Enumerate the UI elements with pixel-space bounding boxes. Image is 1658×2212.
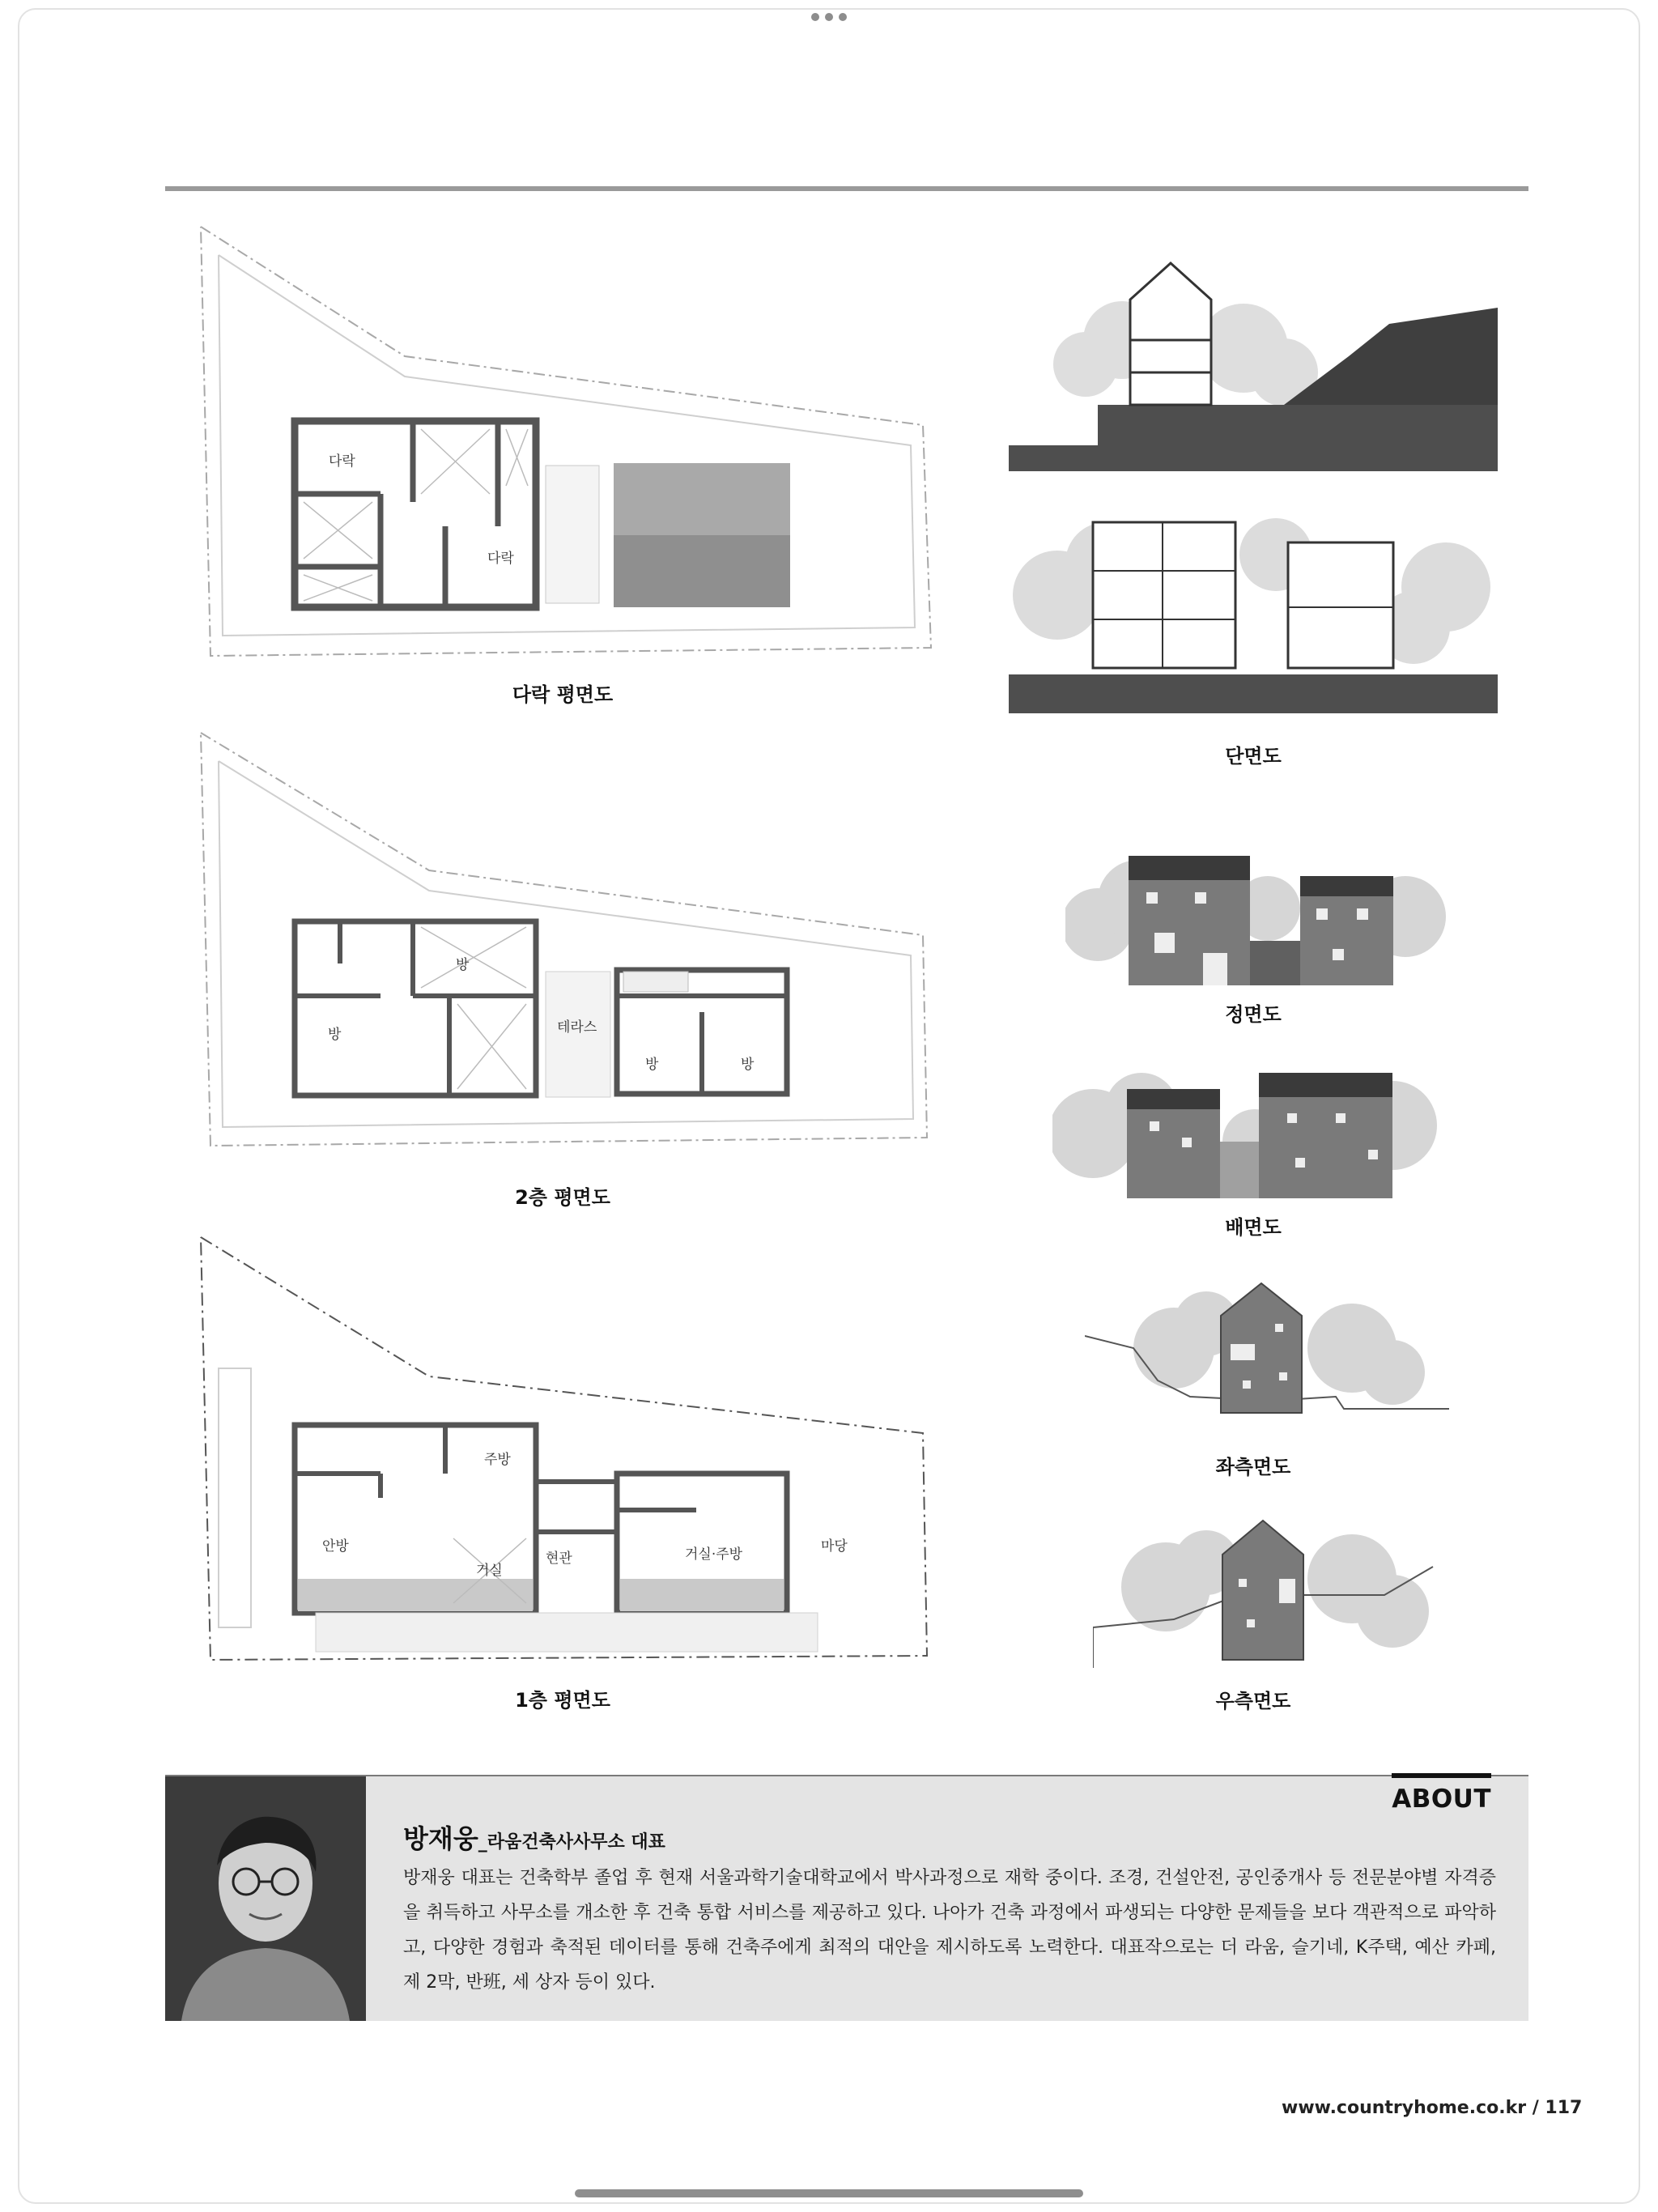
front-elevation-drawing <box>1065 827 1446 989</box>
section-drawing-2 <box>1009 490 1498 713</box>
section-drawing-1 <box>1009 251 1498 471</box>
caption-first-floor-plan: 1층 평면도 <box>515 1689 610 1712</box>
top-rule <box>165 186 1528 191</box>
attic-floor-plan <box>194 219 947 672</box>
first-floor-plan <box>194 1231 947 1668</box>
about-box <box>165 1775 1528 2021</box>
room-label: 다락 <box>487 551 514 567</box>
room-label: 다락 <box>329 453 355 470</box>
page-footer: www.countryhome.co.kr / 117 <box>1282 2098 1583 2118</box>
room-label: 방 <box>645 1057 659 1073</box>
author-photo <box>165 1776 366 2021</box>
room-label: 현관 <box>546 1551 572 1567</box>
room-label: 방 <box>328 1027 342 1043</box>
left-elevation-drawing <box>1085 1259 1457 1437</box>
attic-roof-slope <box>614 463 790 607</box>
room-label: 방 <box>741 1057 755 1073</box>
home-indicator[interactable] <box>575 2189 1083 2197</box>
second-floor-plan <box>194 729 947 1166</box>
caption-right-elevation: 우측면도 <box>1215 1690 1291 1712</box>
caption-rear-elevation: 배면도 <box>1225 1216 1282 1239</box>
room-label: 마당 <box>821 1538 848 1555</box>
caption-section: 단면도 <box>1225 745 1282 768</box>
about-tag: ABOUT <box>1392 1773 1491 1814</box>
caption-attic-plan: 다락 평면도 <box>512 683 614 706</box>
room-label: 거실·주방 <box>685 1546 743 1563</box>
caption-left-elevation: 좌측면도 <box>1215 1456 1291 1478</box>
room-label: 테라스 <box>557 1019 597 1036</box>
multitask-dots-icon[interactable] <box>811 13 847 24</box>
room-label: 거실 <box>476 1563 503 1579</box>
author-title: _라움건축사사무소 대표 <box>478 1832 665 1853</box>
rear-elevation-drawing <box>1052 1044 1441 1198</box>
caption-front-elevation: 정면도 <box>1225 1003 1282 1026</box>
right-elevation-drawing <box>1093 1498 1441 1676</box>
room-label: 안방 <box>322 1538 349 1555</box>
author-heading <box>403 1819 665 1856</box>
author-bio: 방재웅 대표는 건축학부 졸업 후 현재 서울과학기술대학교에서 박사과정으로 재학 중이다. 조경, 건설안전, 공인중개사 등 전문분야별 자격증을 취득하고 사무소를 개소한 후 건축 통합 서비스를 제공하고 있다. 나아가 건축 과정에서 파생되는 다양한 문제들을 보다 객관적으로 파악하고, 다양한 경험과 축적된 데이터를 통해 건축주에게 최적의 대안을 제시하도록 노력한다. 대표작으로는 더 라움, 슬기네, K주택, 예산 카페, 제 2막, 반班, 세 상자 등이 있다. <box>403 1868 1496 1993</box>
room-label: 방 <box>456 957 470 973</box>
author-name: 방재웅 <box>403 1823 478 1854</box>
caption-second-floor-plan: 2층 평면도 <box>515 1186 610 1209</box>
room-label: 주방 <box>484 1452 511 1468</box>
